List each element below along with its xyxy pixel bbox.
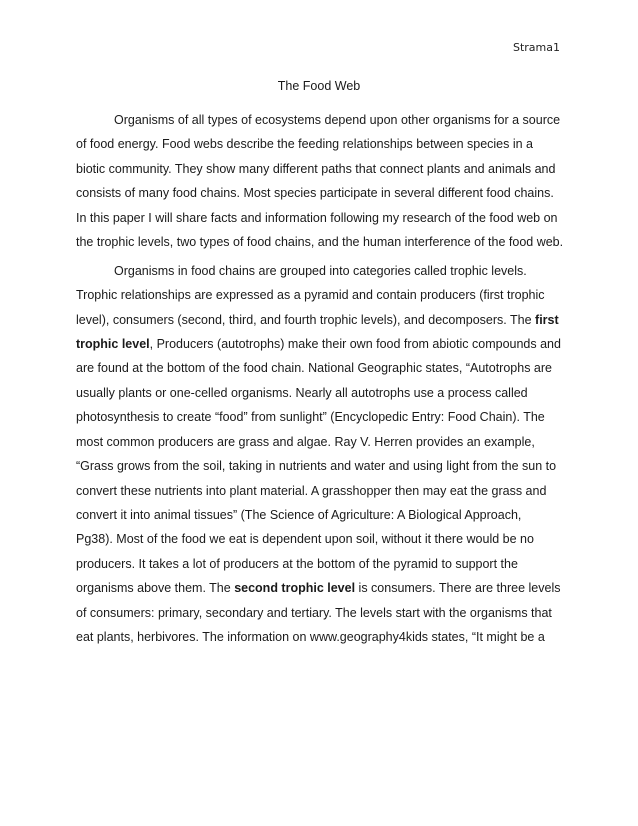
text-run: , Producers (autotrophs) make their own food from abiotic compounds and: [149, 336, 561, 351]
text-line: eat plants, herbivores. The information on www.geography4kids states, “It might be a: [76, 630, 545, 645]
text-line: In this paper I will share facts and information following my research of the food web on: [76, 210, 558, 225]
text-line: Trophic relationships are expressed as a pyramid and contain producers (first trophic: [76, 288, 545, 303]
document-title: The Food Web: [277, 79, 361, 93]
bold-term: second trophic level: [234, 581, 356, 596]
text-line: Pg38). Most of the food we eat is dependent upon soil, without it there would be no: [76, 532, 534, 547]
text-line: usually plants or one-celled organisms. Nearly all autotrophs use a process called: [76, 385, 528, 400]
text-line: [76, 308, 566, 332]
text-run: level), consumers (second, third, and fourth trophic levels), and decomposers. The: [76, 312, 536, 327]
document-body: [76, 108, 566, 650]
bold-term: first: [535, 312, 559, 327]
text-line: photosynthesis to create “food” from sunlight” (Encyclopedic Entry: Food Chain). The: [76, 410, 545, 425]
paragraph-2: [76, 259, 566, 650]
paragraph-1: [76, 108, 566, 255]
text-line: Organisms in food chains are grouped into categories called trophic levels.: [114, 263, 527, 278]
text-line: convert it into animal tissues” (The Science of Agriculture: A Biological Approach,: [76, 508, 522, 522]
text-line: [76, 332, 566, 356]
text-line: of consumers: primary, secondary and tertiary. The levels start with the organisms that: [76, 605, 552, 620]
text-line: consists of many food chains. Most species participate in several different food chains.: [76, 186, 554, 201]
bold-term: trophic level: [76, 336, 150, 351]
text-line: convert these nutrients into plant material. A grasshopper then may eat the grass and: [76, 483, 547, 498]
running-head: Strama1: [512, 41, 560, 54]
text-line: biotic community. They show many different paths that connect plants and animals and: [76, 161, 556, 176]
text-line: are found at the bottom of the food chain. National Geographic states, “Autotrophs are: [76, 361, 552, 376]
text-line: Organisms of all types of ecosystems depend upon other organisms for a source: [114, 113, 561, 127]
text-line: [76, 576, 566, 600]
text-line: “Grass grows from the soil, taking in nutrients and water and using light from the sun to: [76, 459, 557, 474]
text-line: most common producers are grass and algae. Ray V. Herren provides an example,: [76, 434, 535, 449]
text-line: of food energy. Food webs describe the feeding relationships between species in a: [76, 137, 534, 152]
text-line: the trophic levels, two types of food chains, and the human interference of the food web.: [76, 235, 564, 250]
text-line: producers. It takes a lot of producers at the bottom of the pyramid to support the: [76, 556, 518, 571]
text-run: is consumers. There are three levels: [355, 581, 561, 596]
text-run: organisms above them. The: [76, 581, 235, 596]
